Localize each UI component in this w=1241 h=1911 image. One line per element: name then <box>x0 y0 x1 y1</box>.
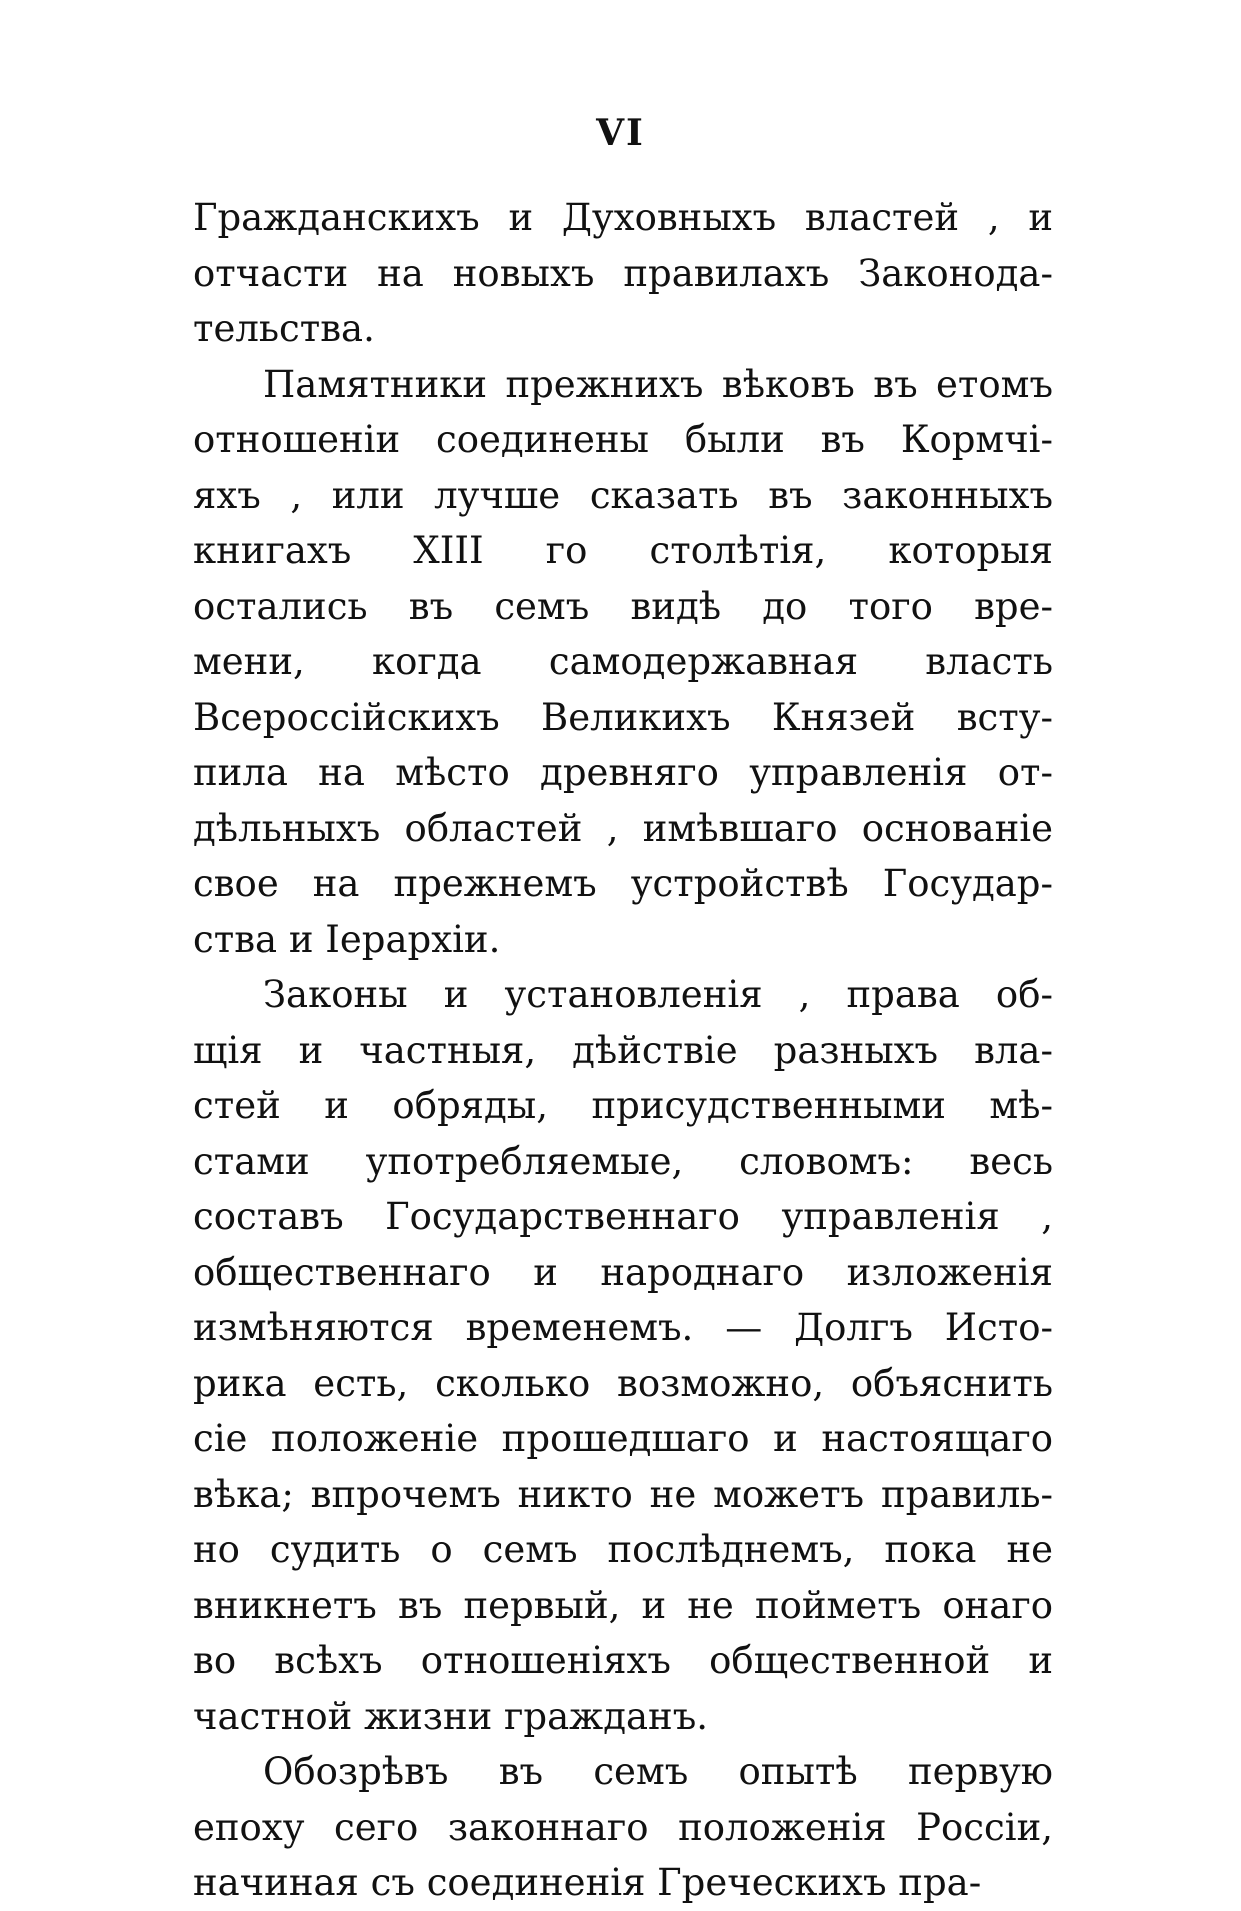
text-line: пила на мѣсто древняго управленія от- <box>193 751 1053 794</box>
text-line: во всѣхъ отношеніяхъ общественной и <box>193 1639 1053 1682</box>
paragraph <box>193 1744 1053 1911</box>
text-line: стей и обряды, присудственными мѣ- <box>193 1084 1053 1127</box>
text-line: Всероссійскихъ Великихъ Князей всту- <box>193 695 1053 739</box>
text-line: Обозрѣвъ въ семъ опытѣ первую <box>263 1750 1053 1793</box>
text-line: рика есть, сколько возможно, объяснить <box>193 1361 1053 1405</box>
paragraph <box>193 967 1053 1744</box>
text-line: вѣка; впрочемъ никто не можетъ правиль- <box>193 1472 1053 1516</box>
text-line: измѣняются временемъ. — Долгъ Исто- <box>193 1306 1053 1349</box>
body-text <box>193 190 1053 1911</box>
text-line: мени, когда самодержавная власть <box>193 640 1053 683</box>
text-line: сіе положеніе прошедшаго и настоящаго <box>193 1417 1053 1460</box>
text-line: яхъ , или лучше сказать въ законныхъ <box>193 473 1053 517</box>
paragraph <box>193 190 1053 357</box>
text-line: щія и частныя, дѣйствіе разныхъ вла- <box>193 1028 1053 1072</box>
paragraph <box>193 357 1053 968</box>
text-line: стами употребляемые, словомъ: весь <box>193 1139 1053 1183</box>
text-line: книгахъ XIII го столѣтія, которыя <box>193 529 1053 572</box>
text-line: частной жизни гражданъ. <box>193 1694 709 1738</box>
text-line: вникнетъ въ первый, и не пойметъ онаго <box>193 1583 1053 1627</box>
text-line: свое на прежнемъ устройствѣ Государ- <box>193 862 1053 905</box>
text-line: тельства. <box>193 307 375 350</box>
page-number: VI <box>596 112 645 154</box>
text-line: дѣльныхъ областей , имѣвшаго основаніе <box>193 806 1053 850</box>
text-line: остались въ семъ видѣ до того вре- <box>193 584 1053 628</box>
text-line: епоху сего законнаго положенія Россіи, <box>193 1805 1053 1849</box>
text-line: отчасти на новыхъ правилахъ Законода- <box>193 251 1053 295</box>
text-line: начиная съ соединенія Греческихъ пра- <box>193 1861 982 1904</box>
text-line: Памятники прежнихъ вѣковъ въ етомъ <box>263 362 1053 406</box>
text-line: общественнаго и народнаго изложенія <box>193 1250 1053 1294</box>
text-line: но судить о семъ послѣднемъ, пока не <box>193 1528 1053 1571</box>
text-line: Законы и установленія , права об- <box>263 973 1053 1016</box>
text-line: Гражданскихъ и Духовныхъ властей , и <box>193 196 1053 239</box>
text-line: составъ Государственнаго управленія , <box>193 1195 1053 1238</box>
text-line: отношеніи соединены были въ Кормчі- <box>193 418 1053 461</box>
text-line: ства и Іерархіи. <box>193 917 501 961</box>
